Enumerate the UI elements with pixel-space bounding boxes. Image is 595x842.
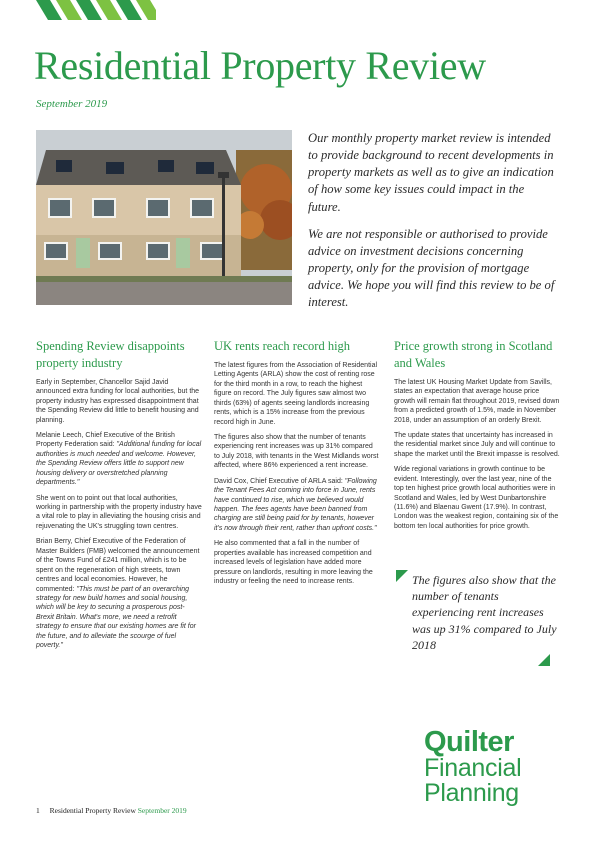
article-paragraph bbox=[36, 431, 202, 488]
houses-photo bbox=[36, 130, 292, 305]
article-heading: UK rents reach record high bbox=[214, 339, 351, 353]
quote-text: "Additional funding for local authorities is much needed and welcome. However, the Spending Review offers little to support new housing delivery or overstretched planning departments." bbox=[36, 441, 202, 487]
quote-text: "This must be part of an overarching strategy for new build homes and social housing, which will be key to securing a prosperous post-Brexit Britain. What's more, we need a retrofit strategy to ensure that our existing homes are fit for the future, and to alleviate the scourge of fuel poverty." bbox=[36, 585, 196, 650]
article-paragraph: She went on to point out that local authorities, working in partnership with the property industry have a vital role to play in alleviating the housing crisis and rejuvenating the UK's struggling town centres. bbox=[36, 494, 202, 530]
article-heading: Price growth strong in Scotland and Wales bbox=[394, 339, 553, 370]
article-paragraph: Wide regional variations in growth continue to be evident. Interestingly, over the last year, nine of the top ten highest price growth local authorities were in Scotland and Wales, led by West Dunbartonshire (11.6%) and Blaenau Gwent (17.9%). In contrast, London was the weakest region, containing six of the bottom ten local authorities for price growth. bbox=[394, 466, 559, 530]
intro-paragraph: We are not responsible or authorised to provide advice on investment decisions concerning property, only for the provision of mortgage advice. We hope you will find this review to be of interest. bbox=[308, 226, 555, 310]
quilter-logo bbox=[424, 728, 521, 805]
pull-quote: The figures also show that the number of tenants experiencing rent increases was up 31% compared to July 2018 bbox=[412, 573, 557, 652]
quote-mark-icon bbox=[396, 570, 408, 582]
page-title: Residential Property Review bbox=[34, 43, 486, 88]
article-uk-rents bbox=[214, 338, 380, 593]
article-paragraph: He also commented that a fall in the number of properties available has increased competition and increased levels of legislation have added more pressure on landlords, resulting in more leaving the industry or feeling the need to increase rents. bbox=[214, 540, 373, 586]
quote-text: "Following the Tenant Fees Act coming into force in June, rents have continued to rise, which we believed would happen. The fees agents have been banned from charging are still being paid for by tenants, however it's now through their rent, rather than upfront costs." bbox=[214, 477, 377, 532]
issue-date: September 2019 bbox=[36, 98, 108, 110]
footer-date: September 2019 bbox=[137, 806, 187, 815]
logo-line: Quilter bbox=[424, 726, 514, 758]
article-paragraph: The update states that uncertainty has increased in the residential market since July and will continue to shape the market until the Brexit impasse is resolved. bbox=[394, 431, 560, 458]
article-heading: Spending Review disappoints property industry bbox=[36, 339, 185, 370]
article-paragraph: The latest UK Housing Market Update from Savills, states an expectation that average house price growth will remain flat throughout 2019, revised down from a predicted growth of 1.5%, made in November 2018, under an assumption of an orderly Brexit. bbox=[394, 378, 560, 424]
footer-title: Residential Property Review bbox=[49, 806, 136, 815]
article-paragraph bbox=[214, 477, 380, 534]
page-footer bbox=[36, 806, 187, 815]
header-decoration bbox=[36, 0, 156, 20]
page-number: 1 bbox=[36, 806, 40, 815]
intro-text bbox=[308, 130, 560, 321]
paragraph-lead: David Cox, Chief Executive of ARLA said: bbox=[214, 477, 345, 485]
logo-line: Planning bbox=[424, 778, 519, 807]
article-paragraph: The latest figures from the Association of Residential Letting Agents (ARLA) show the cost of renting rose for the third month in a row, to reach the highest figure on record. The July figures saw almost two thirds (63%) of agents seeing landlords increasing rents, which is a 15% increase from the previous record high in June. bbox=[214, 361, 378, 426]
article-paragraph: Early in September, Chancellor Sajid Javid announced extra funding for local authorities, but the property industry has expressed disappointment that the Spending Review did little to benefit housing and planning. bbox=[36, 378, 200, 424]
article-price-growth bbox=[394, 338, 560, 537]
quote-mark-icon bbox=[538, 654, 550, 666]
logo-line: Financial bbox=[424, 754, 522, 783]
article-paragraph: The figures also show that the number of tenants experiencing rent increases was up 31% compared to July 2018, with tenants in the West Midlands worst affected, where 86% experienced a rent increase. bbox=[214, 433, 379, 470]
article-spending-review bbox=[36, 338, 202, 657]
paragraph-lead: Brian Berry, Chief Executive of the Federation of Master Builders (FMB) welcomed the announcement of the Towns Fund of £241 million, which is to be spent on the regeneration of high streets, town centres and local economies. However, he commented: bbox=[36, 538, 200, 593]
intro-paragraph: Our monthly property market review is intended to provide background to recent developments in property markets as well as to give an indication of how some key issues could impact in the future. bbox=[308, 131, 554, 214]
article-paragraph bbox=[36, 537, 202, 650]
paragraph-lead: Melanie Leech, Chief Executive of the British Property Federation said: bbox=[36, 431, 175, 449]
